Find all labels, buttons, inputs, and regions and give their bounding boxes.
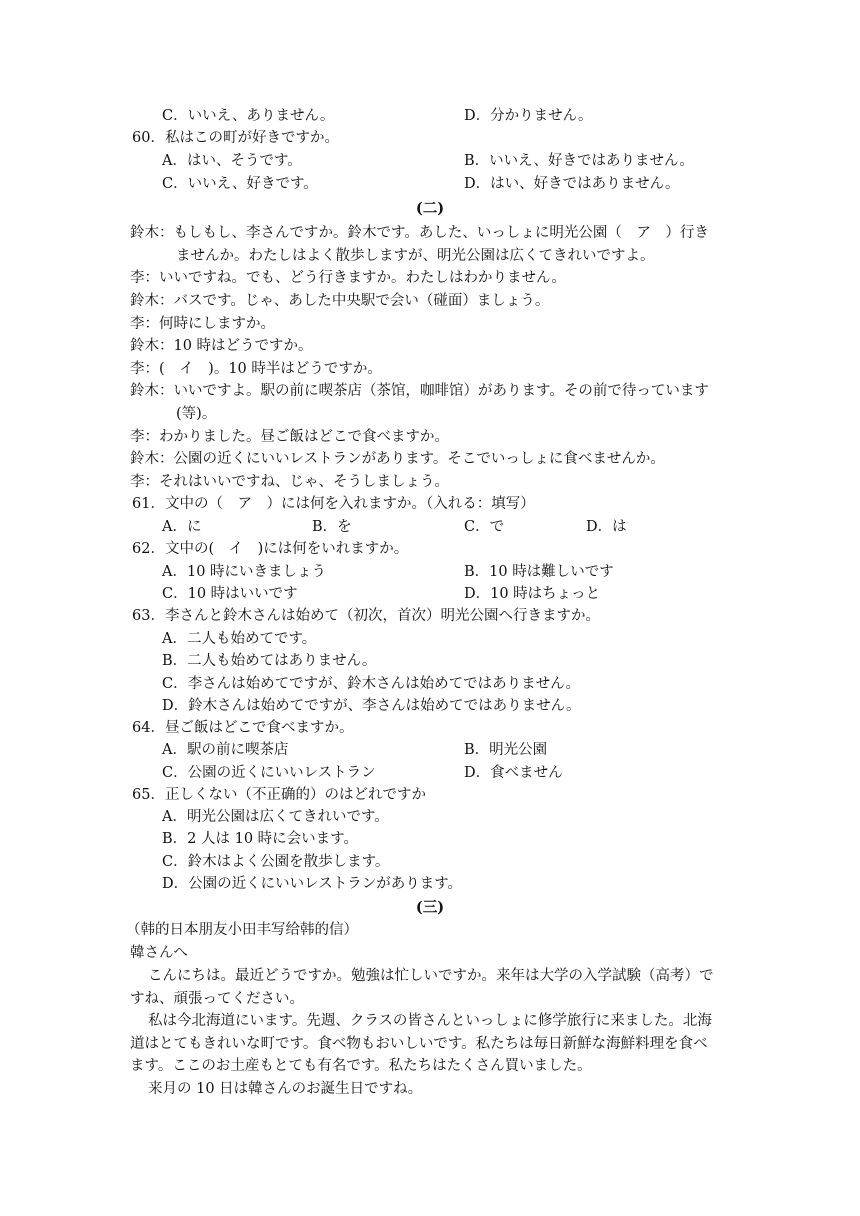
q61-option-d: D．は [586, 519, 627, 535]
q61-option-b: B．を [312, 519, 352, 535]
q64-option-a: A．駅の前に喫茶店 [162, 742, 289, 758]
q63-option-a: A．二人も始めてです。 [162, 631, 317, 647]
q64-question: 64．昼ご飯はどこで食べますか。 [132, 720, 354, 736]
q60-option-a: A．はい、そうです。 [162, 153, 302, 169]
dialogue-line: 李：何時にしますか。 [130, 316, 275, 332]
letter-intro: （韩的日本朋友小田丰写给韩的信） [126, 922, 358, 938]
letter-line: 道はとてもきれいな町です。食べ物もおいしいです。私たちは毎日新鮮な海鮮料理を食べ [130, 1036, 708, 1052]
dialogue-line: 鈴木：10 時はどうですか。 [130, 338, 313, 354]
dialogue-line: 李：いいですね。でも、どう行きますか。わたしはわかりません。 [130, 270, 566, 286]
q60-option-b: B．いいえ、好きではありません。 [464, 153, 694, 169]
q62-question: 62．文中の( イ )には何をいれますか。 [132, 541, 409, 557]
q62-option-b: B．10 時は難しいです [464, 564, 614, 580]
letter-salutation: 韓さんへ [130, 945, 188, 961]
q65-option-c: C．鈴木はよく公園を散歩します。 [162, 854, 390, 870]
letter-line: ます。ここのお土産もとても有名です。私たちはたくさん買いました。 [130, 1058, 592, 1074]
q61-option-c: C．で [464, 519, 505, 535]
q63-option-b: B．二人も始めてはありません。 [162, 653, 377, 669]
q61-option-a: A．に [162, 519, 202, 535]
dialogue-line: 李：それはいいですね、じゃ、そうしましょう。 [130, 474, 449, 490]
q63-question: 63．李さんと鈴木さんは始めて（初次，首次）明光公園へ行きますか。 [132, 608, 600, 624]
q60-question: 60．私はこの町が好きですか。 [132, 130, 339, 146]
q65-option-d: D．公園の近くにいいレストランがあります。 [162, 876, 463, 892]
dialogue-line: ませんか。わたしはよく散歩しますが、明光公園は広くてきれいですよ。 [176, 248, 655, 264]
dialogue-line: 李：( イ )。10 時半はどうですか。 [130, 361, 382, 377]
letter-line: 来月の 10 日は韓さんのお誕生日ですね。 [148, 1081, 423, 1097]
dialogue-line: 鈴木：もしもし、李さんですか。鈴木です。あした、いっしょに明光公園（ ア ）行き [130, 225, 709, 241]
q61-question: 61．文中の（ ア ）には何を入れますか。（入れる：填写） [132, 496, 535, 512]
dialogue-line: 鈴木：公園の近くにいいレストランがあります。そこでいっしょに食べませんか。 [130, 451, 665, 467]
q62-option-c: C．10 時はいいです [162, 586, 298, 602]
dialogue-line: 李：わかりました。昼ご飯はどこで食べますか。 [130, 429, 449, 445]
letter-line: こんにちは。最近どうですか。勉強は忙しいですか。来年は大学の入学試験（高考）で [148, 968, 714, 984]
q59-option-d: D．分かりません。 [464, 108, 593, 124]
q65-question: 65．正しくない（不正确的）のはどれですか [132, 787, 426, 803]
q60-option-d: D．はい、好きではありません。 [464, 176, 680, 192]
dialogue-line: 鈴木：いいですよ。駅の前に喫茶店（茶馆，咖啡馆）があります。その前で待っています [130, 383, 709, 399]
letter-line: 私は今北海道にいます。先週、クラスの皆さんといっしょに修学旅行に来ました。北海 [148, 1013, 712, 1029]
section-2-heading: (二) [415, 200, 445, 217]
q64-option-d: D．食べません [464, 765, 563, 781]
q64-option-c: C．公園の近くにいいレストラン [162, 765, 376, 781]
q65-option-a: A．明光公園は広くてきれいです。 [162, 809, 389, 825]
letter-line: すね、頑張ってください。 [130, 991, 304, 1007]
q62-option-d: D．10 時はちょっと [464, 586, 601, 602]
q59-option-c: C．いいえ、ありません。 [162, 108, 335, 124]
q65-option-b: B．2 人は 10 時に会います。 [162, 831, 358, 847]
q64-option-b: B．明光公園 [464, 742, 548, 758]
q63-option-d: D．鈴木さんは始めてですが、李さんは始めてではありません。 [162, 698, 581, 714]
dialogue-line: (等)。 [176, 406, 217, 422]
section-3-heading: (三) [415, 899, 445, 916]
q62-option-a: A．10 時にいきましょう [162, 564, 327, 580]
q60-option-c: C．いいえ、好きです。 [162, 176, 318, 192]
q63-option-c: C．李さんは始めてですが、鈴木さんは始めてではありません。 [162, 676, 580, 692]
dialogue-line: 鈴木：バスです。じゃ、あした中央駅で会い（碰面）ましょう。 [130, 293, 550, 309]
